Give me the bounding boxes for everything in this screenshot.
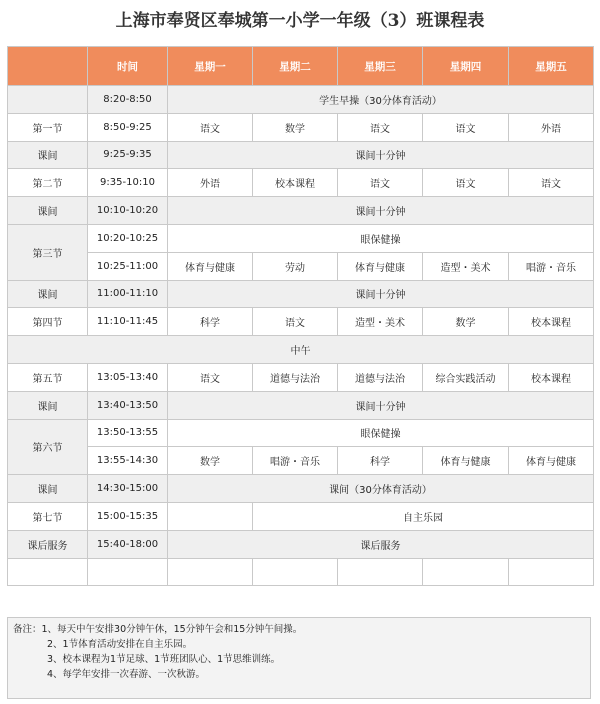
merged-cell: 眼保健操 xyxy=(168,419,594,447)
page-title: 上海市奉贤区奉城第一小学一年级（3）班课程表 xyxy=(115,11,485,31)
table-row xyxy=(8,141,594,169)
table-row xyxy=(8,113,594,141)
time-cell: 13:05-13:40 xyxy=(88,363,168,391)
subject-cell: 语文 xyxy=(423,113,509,141)
merged-cell: 眼保健操 xyxy=(168,224,594,252)
period-label: 课间 xyxy=(8,141,88,169)
schedule-table xyxy=(7,46,594,586)
subject-cell: 道德与法治 xyxy=(253,363,338,391)
subject-cell xyxy=(168,502,253,530)
time-cell: 13:40-13:50 xyxy=(88,391,168,419)
subject-cell: 造型・美术 xyxy=(338,308,423,336)
time-cell: 11:10-11:45 xyxy=(88,308,168,336)
note-line: 备注：1、每天中午安排30分钟午休，15分钟午会和15分钟午间操。 xyxy=(13,624,303,635)
header-monday: 星期一 xyxy=(168,47,253,86)
empty-cell xyxy=(168,558,253,586)
note-line: 2、1节体育活动安排在自主乐园。 xyxy=(47,639,193,650)
merged-cell: 自主乐园 xyxy=(253,502,594,530)
time-cell: 15:00-15:35 xyxy=(88,502,168,530)
subject-cell: 体育与健康 xyxy=(338,252,423,280)
empty-cell xyxy=(253,558,338,586)
table-row xyxy=(8,280,594,308)
subject-cell: 语文 xyxy=(253,308,338,336)
merged-cell: 课后服务 xyxy=(168,530,594,558)
period-label: 第三节 xyxy=(8,224,88,280)
table-row xyxy=(8,169,594,197)
table-row xyxy=(8,224,594,252)
header-row xyxy=(8,47,594,86)
empty-cell xyxy=(423,558,509,586)
subject-cell: 外语 xyxy=(509,113,594,141)
header-tuesday: 星期二 xyxy=(253,47,338,86)
table-row xyxy=(8,475,594,503)
period-label: 第六节 xyxy=(8,419,88,475)
table-row xyxy=(8,530,594,558)
merged-cell: 课间十分钟 xyxy=(168,197,594,225)
time-cell: 9:35-10:10 xyxy=(88,169,168,197)
subject-cell: 科学 xyxy=(168,308,253,336)
notes-box xyxy=(7,617,591,699)
merged-cell: 课间十分钟 xyxy=(168,141,594,169)
period-label: 课间 xyxy=(8,391,88,419)
time-cell: 15:40-18:00 xyxy=(88,530,168,558)
noon-cell: 中午 xyxy=(8,336,594,364)
subject-cell: 外语 xyxy=(168,169,253,197)
merged-cell: 课间十分钟 xyxy=(168,391,594,419)
subject-cell: 体育与健康 xyxy=(423,447,509,475)
subject-cell: 劳动 xyxy=(253,252,338,280)
subject-cell: 语文 xyxy=(168,363,253,391)
time-cell: 14:30-15:00 xyxy=(88,475,168,503)
subject-cell: 校本课程 xyxy=(509,308,594,336)
time-cell: 13:55-14:30 xyxy=(88,447,168,475)
table-row xyxy=(8,419,594,447)
time-cell: 11:00-11:10 xyxy=(88,280,168,308)
table-row xyxy=(8,502,594,530)
table-row xyxy=(8,363,594,391)
subject-cell: 语文 xyxy=(423,169,509,197)
period-label: 第四节 xyxy=(8,308,88,336)
header-time: 时间 xyxy=(88,47,168,86)
subject-cell: 综合实践活动 xyxy=(423,363,509,391)
period-label: 第一节 xyxy=(8,113,88,141)
time-cell: 10:25-11:00 xyxy=(88,252,168,280)
period-label: 课间 xyxy=(8,197,88,225)
empty-row xyxy=(8,558,594,586)
empty-cell xyxy=(8,558,88,586)
time-cell: 13:50-13:55 xyxy=(88,419,168,447)
note-line: 3、校本课程为1节足球、1节班团队心、1节思维训练。 xyxy=(47,654,281,665)
header-thursday: 星期四 xyxy=(423,47,509,86)
time-cell: 9:25-9:35 xyxy=(88,141,168,169)
note-line: 4、每学年安排一次春游、一次秋游。 xyxy=(47,669,206,680)
period-label: 课间 xyxy=(8,280,88,308)
period-label: 第七节 xyxy=(8,502,88,530)
subject-cell: 数学 xyxy=(168,447,253,475)
time-cell: 8:50-9:25 xyxy=(88,113,168,141)
time-cell: 8:20-8:50 xyxy=(88,86,168,114)
header-wednesday: 星期三 xyxy=(338,47,423,86)
empty-cell xyxy=(88,558,168,586)
period-label: 课后服务 xyxy=(8,530,88,558)
header-friday: 星期五 xyxy=(509,47,594,86)
header-corner xyxy=(8,47,88,86)
empty-cell xyxy=(509,558,594,586)
subject-cell: 数学 xyxy=(423,308,509,336)
period-label xyxy=(8,86,88,114)
subject-cell: 语文 xyxy=(168,113,253,141)
time-cell: 10:20-10:25 xyxy=(88,224,168,252)
subject-cell: 校本课程 xyxy=(253,169,338,197)
subject-cell: 语文 xyxy=(338,113,423,141)
subject-cell: 体育与健康 xyxy=(168,252,253,280)
subject-cell: 唱游・音乐 xyxy=(509,252,594,280)
merged-cell: 学生早操（30分体育活动） xyxy=(168,86,594,114)
table-row xyxy=(8,197,594,225)
subject-cell: 道德与法治 xyxy=(338,363,423,391)
table-row xyxy=(8,447,594,475)
subject-cell: 唱游・音乐 xyxy=(253,447,338,475)
table-row xyxy=(8,391,594,419)
period-label: 第五节 xyxy=(8,363,88,391)
subject-cell: 语文 xyxy=(509,169,594,197)
merged-cell: 课间十分钟 xyxy=(168,280,594,308)
subject-cell: 科学 xyxy=(338,447,423,475)
table-row xyxy=(8,86,594,114)
table-row xyxy=(8,308,594,336)
period-label: 课间 xyxy=(8,475,88,503)
subject-cell: 造型・美术 xyxy=(423,252,509,280)
empty-cell xyxy=(338,558,423,586)
subject-cell: 体育与健康 xyxy=(509,447,594,475)
merged-cell: 课间（30分体育活动） xyxy=(168,475,594,503)
period-label: 第二节 xyxy=(8,169,88,197)
subject-cell: 数学 xyxy=(253,113,338,141)
time-cell: 10:10-10:20 xyxy=(88,197,168,225)
table-row xyxy=(8,336,594,364)
table-row xyxy=(8,252,594,280)
subject-cell: 语文 xyxy=(338,169,423,197)
subject-cell: 校本课程 xyxy=(509,363,594,391)
